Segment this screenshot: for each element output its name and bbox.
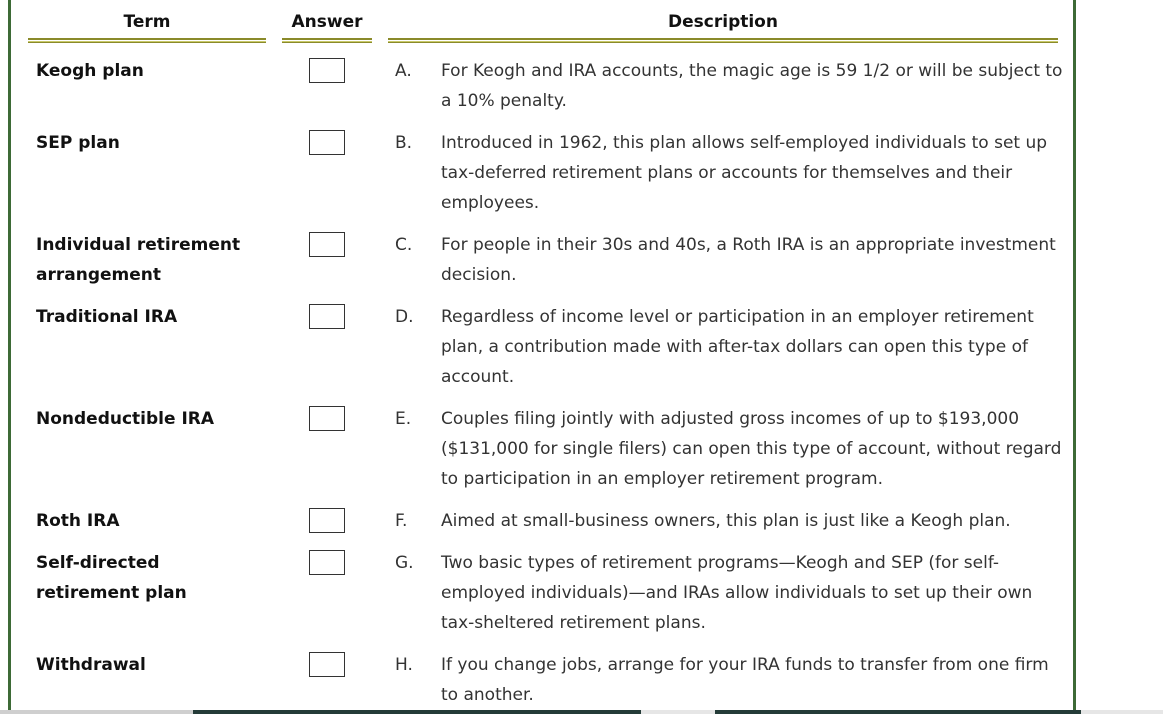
term-label: Roth IRA bbox=[36, 511, 120, 531]
answer-column-header: Answer bbox=[291, 12, 363, 32]
description-text: Introduced in 1962, this plan allows self-employed individuals to set up tax-deferred retirement plans or accounts for themselves and their employees. bbox=[441, 133, 1048, 213]
description-text: Regardless of income level or participation in an employer retirement plan, a contribution made with after-tax dollars can open this type of account. bbox=[441, 307, 1034, 387]
description-text: Aimed at small-business owners, this plan is just like a Keogh plan. bbox=[441, 511, 1011, 531]
description-header-rule bbox=[388, 38, 1058, 43]
description-letter: E. bbox=[395, 409, 412, 429]
term-label: SEP plan bbox=[36, 133, 120, 153]
description-letter: C. bbox=[395, 235, 413, 255]
description-letter: A. bbox=[395, 61, 412, 81]
term-header-rule bbox=[28, 38, 266, 43]
term-label: Withdrawal bbox=[36, 655, 146, 675]
term-column-header: Term bbox=[123, 12, 171, 32]
description-letter: D. bbox=[395, 307, 414, 327]
answer-header-rule bbox=[282, 38, 372, 43]
term-label: Keogh plan bbox=[36, 61, 144, 81]
answer-input[interactable] bbox=[309, 58, 345, 83]
answer-input[interactable] bbox=[309, 550, 345, 575]
description-letter: G. bbox=[395, 553, 414, 573]
answer-input[interactable] bbox=[309, 304, 345, 329]
scrollbar-thumb[interactable] bbox=[193, 710, 641, 714]
term-label: Self-directed retirement plan bbox=[36, 553, 187, 603]
answer-input[interactable] bbox=[309, 232, 345, 257]
term-label: Nondeductible IRA bbox=[36, 409, 215, 429]
answer-input[interactable] bbox=[309, 130, 345, 155]
answer-input[interactable] bbox=[309, 406, 345, 431]
answer-input[interactable] bbox=[309, 652, 345, 677]
term-label: Individual retirement arrangement bbox=[36, 235, 241, 285]
description-text: For Keogh and IRA accounts, the magic age is 59 1/2 or will be subject to a 10% penalty. bbox=[441, 61, 1063, 111]
answer-input[interactable] bbox=[309, 508, 345, 533]
description-column-header: Description bbox=[668, 12, 778, 32]
term-label: Traditional IRA bbox=[36, 307, 178, 327]
description-letter: F. bbox=[395, 511, 408, 531]
description-text: Two basic types of retirement programs—Keogh and SEP (for self-employed individuals)—and IRAs allow individuals to set up their own tax-sheltered retirement plans. bbox=[441, 553, 1033, 633]
scrollbar-track-left bbox=[0, 710, 193, 714]
description-text: For people in their 30s and 40s, a Roth IRA is an appropriate investment decision. bbox=[441, 235, 1056, 285]
description-letter: B. bbox=[395, 133, 413, 153]
scrollbar-thumb-secondary[interactable] bbox=[715, 710, 1081, 714]
description-text: If you change jobs, arrange for your IRA funds to transfer from one firm to another. bbox=[441, 655, 1049, 705]
description-letter: H. bbox=[395, 655, 413, 675]
description-text: Couples filing jointly with adjusted gross incomes of up to $193,000 ($131,000 for single filers) can open this type of account, without regard to participation in an employer retirement program. bbox=[441, 409, 1062, 489]
